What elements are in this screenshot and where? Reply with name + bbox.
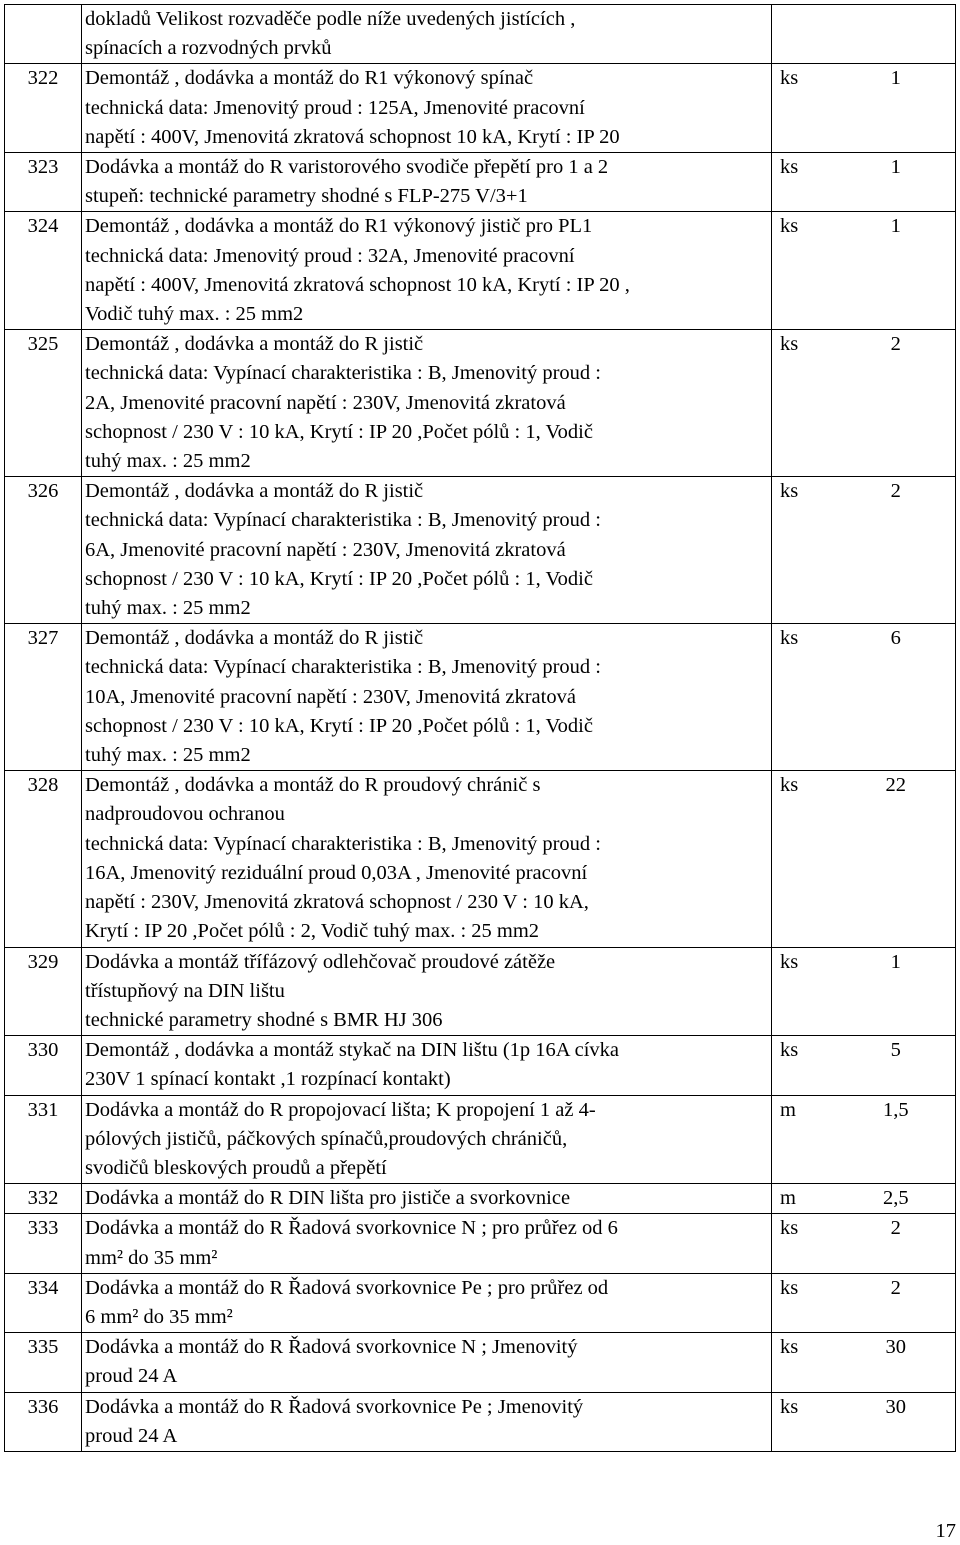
item-unit: ks [772,153,841,212]
item-quantity: 30 [841,1333,956,1392]
item-description: Dodávka a montáž do R Řadová svorkovnice N ; Jmenovitý proud 24 A [82,1333,772,1392]
item-quantity: 1,5 [841,1095,956,1184]
item-description: Dodávka a montáž do R Řadová svorkovnice Pe ; Jmenovitý proud 24 A [82,1392,772,1451]
table-row [5,1392,956,1451]
table-row [5,1095,956,1184]
items-table [4,4,956,1452]
item-quantity: 6 [841,624,956,771]
item-number: 326 [5,477,82,624]
item-unit [772,5,841,64]
table-row [5,771,956,947]
item-number: 330 [5,1036,82,1095]
item-number: 331 [5,1095,82,1184]
item-quantity: 2 [841,477,956,624]
item-unit: m [772,1095,841,1184]
item-quantity: 2,5 [841,1184,956,1214]
table-row [5,947,956,1036]
table-row [5,1036,956,1095]
item-number: 333 [5,1214,82,1273]
item-unit: m [772,1184,841,1214]
item-unit: ks [772,1214,841,1273]
table-row [5,477,956,624]
item-number [5,5,82,64]
item-description: Demontáž , dodávka a montáž do R1 výkonový jistič pro PL1 technická data: Jmenovitý proud : 32A, Jmenovité pracovní napětí : 400V, Jmenovitá zkratová schopnost 10 kA, Krytí : IP 20 , Vodič tuhý max. : 25 mm2 [82,212,772,330]
item-number: 324 [5,212,82,330]
item-unit: ks [772,330,841,477]
item-unit: ks [772,477,841,624]
table-row [5,1273,956,1332]
item-quantity: 2 [841,1273,956,1332]
item-number: 327 [5,624,82,771]
table-row [5,1333,956,1392]
item-quantity [841,5,956,64]
item-unit: ks [772,947,841,1036]
item-description: Dodávka a montáž do R Řadová svorkovnice Pe ; pro průřez od 6 mm² do 35 mm² [82,1273,772,1332]
item-quantity: 22 [841,771,956,947]
item-unit: ks [772,1333,841,1392]
page-number: 17 [935,1520,956,1542]
item-number: 329 [5,947,82,1036]
item-number: 322 [5,64,82,153]
item-unit: ks [772,212,841,330]
item-unit: ks [772,624,841,771]
item-quantity: 2 [841,1214,956,1273]
item-unit: ks [772,1392,841,1451]
item-description: Dodávka a montáž třífázový odlehčovač proudové zátěže třístupňový na DIN lištu technické parametry shodné s BMR HJ 306 [82,947,772,1036]
item-number: 336 [5,1392,82,1451]
item-quantity: 5 [841,1036,956,1095]
table-body [5,5,956,1452]
table-row [5,212,956,330]
item-description: Demontáž , dodávka a montáž do R jistič technická data: Vypínací charakteristika : B, Jmenovitý proud : 6A, Jmenovité pracovní napětí : 230V, Jmenovitá zkratová schopnost / 230 V : 10 kA, Krytí : IP 20 ,Počet pólů : 1, Vodič tuhý max. : 25 mm2 [82,477,772,624]
item-unit: ks [772,1036,841,1095]
item-quantity: 1 [841,64,956,153]
item-description: Dodávka a montáž do R DIN lišta pro jističe a svorkovnice [82,1184,772,1214]
item-description: Demontáž , dodávka a montáž do R jistič technická data: Vypínací charakteristika : B, Jmenovitý proud : 10A, Jmenovité pracovní napětí : 230V, Jmenovitá zkratová schopnost / 230 V : 10 kA, Krytí : IP 20 ,Počet pólů : 1, Vodič tuhý max. : 25 mm2 [82,624,772,771]
item-description: Demontáž , dodávka a montáž do R jistič technická data: Vypínací charakteristika : B, Jmenovitý proud : 2A, Jmenovité pracovní napětí : 230V, Jmenovitá zkratová schopnost / 230 V : 10 kA, Krytí : IP 20 ,Počet pólů : 1, Vodič tuhý max. : 25 mm2 [82,330,772,477]
item-number: 328 [5,771,82,947]
item-description: Dodávka a montáž do R propojovací lišta; K propojení 1 až 4- pólových jističů, páčkových spínačů,proudových chráničů, svodičů bleskových proudů a přepětí [82,1095,772,1184]
item-unit: ks [772,1273,841,1332]
item-unit: ks [772,771,841,947]
item-quantity: 1 [841,212,956,330]
item-quantity: 2 [841,330,956,477]
table-row [5,64,956,153]
item-quantity: 30 [841,1392,956,1451]
table-row [5,330,956,477]
item-quantity: 1 [841,947,956,1036]
item-description: Dodávka a montáž do R Řadová svorkovnice N ; pro průřez od 6 mm² do 35 mm² [82,1214,772,1273]
table-row [5,624,956,771]
item-number: 335 [5,1333,82,1392]
table-row [5,153,956,212]
item-number: 332 [5,1184,82,1214]
table-row [5,1214,956,1273]
table-row [5,5,956,64]
item-description: Demontáž , dodávka a montáž stykač na DIN lištu (1p 16A cívka 230V 1 spínací kontakt ,1 rozpínací kontakt) [82,1036,772,1095]
item-number: 323 [5,153,82,212]
item-quantity: 1 [841,153,956,212]
item-number: 334 [5,1273,82,1332]
item-number: 325 [5,330,82,477]
item-description: Dodávka a montáž do R varistorového svodiče přepětí pro 1 a 2 stupeň: technické parametry shodné s FLP-275 V/3+1 [82,153,772,212]
item-description: dokladů Velikost rozvaděče podle níže uvedených jistících , spínacích a rozvodných prvků [82,5,772,64]
table-row [5,1184,956,1214]
item-unit: ks [772,64,841,153]
item-description: Demontáž , dodávka a montáž do R1 výkonový spínač technická data: Jmenovitý proud : 125A, Jmenovité pracovní napětí : 400V, Jmenovitá zkratová schopnost 10 kA, Krytí : IP 20 [82,64,772,153]
item-description: Demontáž , dodávka a montáž do R proudový chránič s nadproudovou ochranou technická data: Vypínací charakteristika : B, Jmenovitý proud : 16A, Jmenovitý reziduální proud 0,03A , Jmenovité pracovní napětí : 230V, Jmenovitá zkratová schopnost / 230 V : 10 kA, Krytí : IP 20 ,Počet pólů : 2, Vodič tuhý max. : 25 mm2 [82,771,772,947]
